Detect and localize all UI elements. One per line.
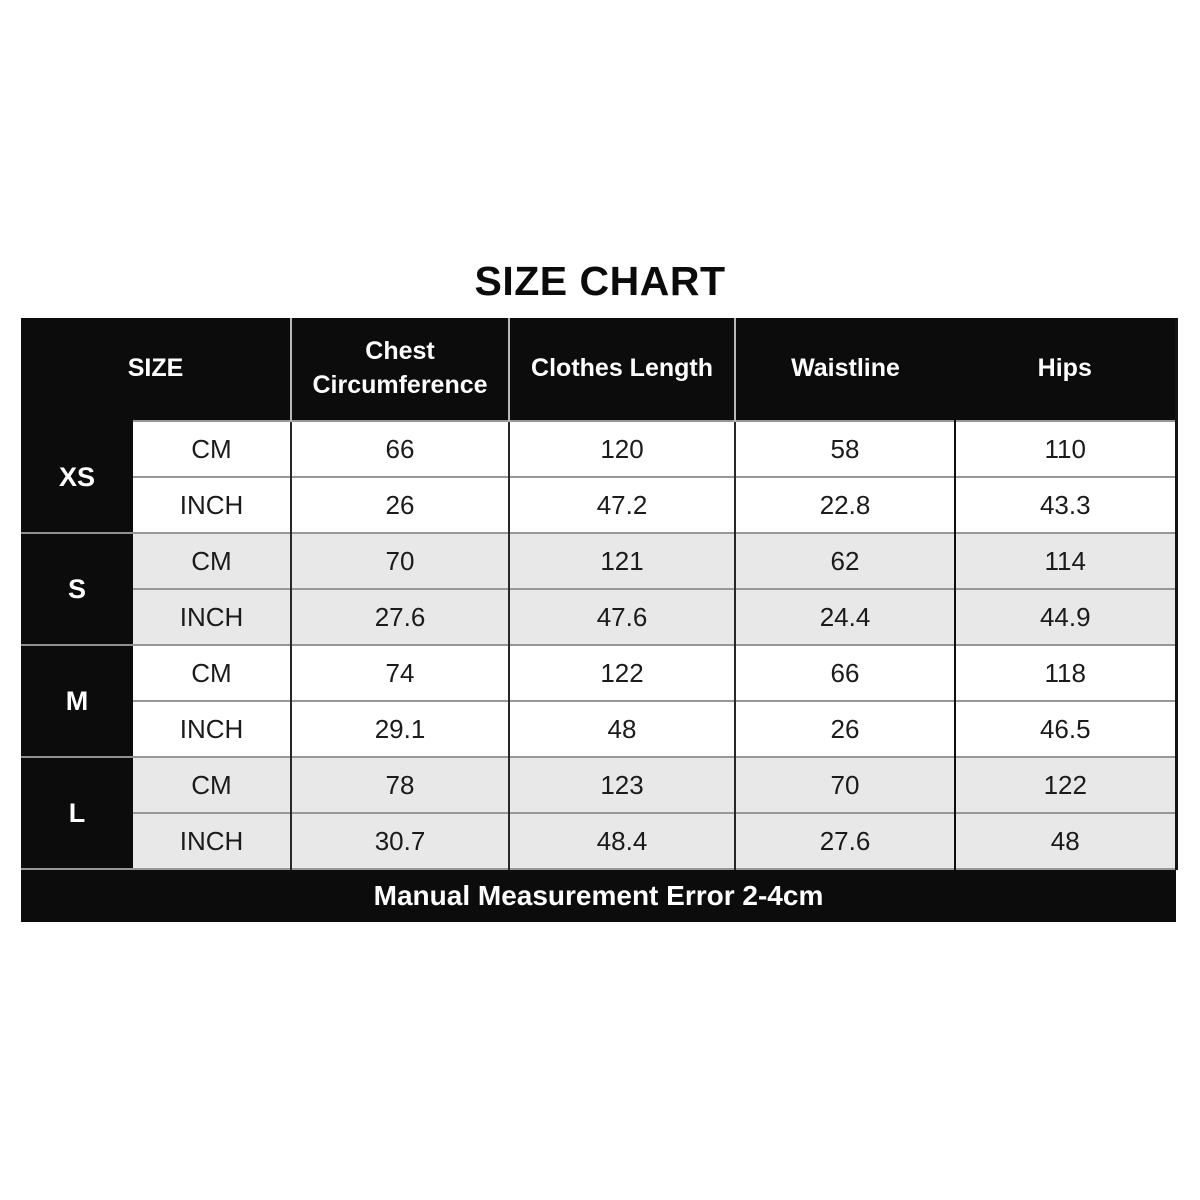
table-header-row — [21, 318, 1176, 421]
unit-label: CM — [133, 645, 291, 701]
table-row — [21, 645, 1176, 701]
table-footer-row — [21, 869, 1176, 922]
cell-value: 48 — [509, 701, 735, 757]
unit-label: INCH — [133, 701, 291, 757]
cell-value: 27.6 — [291, 589, 509, 645]
table-row — [21, 701, 1176, 757]
cell-value: 70 — [291, 533, 509, 589]
cell-value: 120 — [509, 421, 735, 477]
size-label-m: M — [21, 645, 133, 757]
header-waistline: Waistline — [735, 318, 955, 421]
cell-value: 29.1 — [291, 701, 509, 757]
cell-value: 46.5 — [955, 701, 1176, 757]
size-label-l: L — [21, 757, 133, 869]
size-label-xs: XS — [21, 421, 133, 533]
unit-label: INCH — [133, 589, 291, 645]
size-chart-table-wrapper — [21, 318, 1178, 922]
cell-value: 110 — [955, 421, 1176, 477]
cell-value: 48 — [955, 813, 1176, 869]
table-row — [21, 757, 1176, 813]
cell-value: 44.9 — [955, 589, 1176, 645]
cell-value: 74 — [291, 645, 509, 701]
cell-value: 123 — [509, 757, 735, 813]
table-row — [21, 813, 1176, 869]
cell-value: 48.4 — [509, 813, 735, 869]
unit-label: CM — [133, 421, 291, 477]
cell-value: 62 — [735, 533, 955, 589]
cell-value: 43.3 — [955, 477, 1176, 533]
cell-value: 27.6 — [735, 813, 955, 869]
cell-value: 24.4 — [735, 589, 955, 645]
table-row — [21, 533, 1176, 589]
table-row — [21, 421, 1176, 477]
cell-value: 122 — [509, 645, 735, 701]
cell-value: 47.6 — [509, 589, 735, 645]
cell-value: 121 — [509, 533, 735, 589]
cell-value: 26 — [735, 701, 955, 757]
cell-value: 30.7 — [291, 813, 509, 869]
unit-label: INCH — [133, 813, 291, 869]
unit-label: INCH — [133, 477, 291, 533]
page-title: SIZE CHART — [474, 258, 726, 304]
header-size: SIZE — [21, 318, 291, 421]
size-label-s: S — [21, 533, 133, 645]
cell-value: 66 — [735, 645, 955, 701]
header-clothes-length: Clothes Length — [509, 318, 735, 421]
measurement-note: Manual Measurement Error 2-4cm — [21, 869, 1176, 922]
cell-value: 58 — [735, 421, 955, 477]
table-row — [21, 477, 1176, 533]
cell-value: 122 — [955, 757, 1176, 813]
cell-value: 118 — [955, 645, 1176, 701]
unit-label: CM — [133, 533, 291, 589]
unit-label: CM — [133, 757, 291, 813]
cell-value: 78 — [291, 757, 509, 813]
table-row — [21, 589, 1176, 645]
header-chest-circumference: Chest Circumference — [291, 318, 509, 421]
cell-value: 114 — [955, 533, 1176, 589]
cell-value: 47.2 — [509, 477, 735, 533]
cell-value: 70 — [735, 757, 955, 813]
size-chart-table — [21, 318, 1178, 922]
cell-value: 66 — [291, 421, 509, 477]
cell-value: 26 — [291, 477, 509, 533]
cell-value: 22.8 — [735, 477, 955, 533]
header-hips: Hips — [955, 318, 1176, 421]
